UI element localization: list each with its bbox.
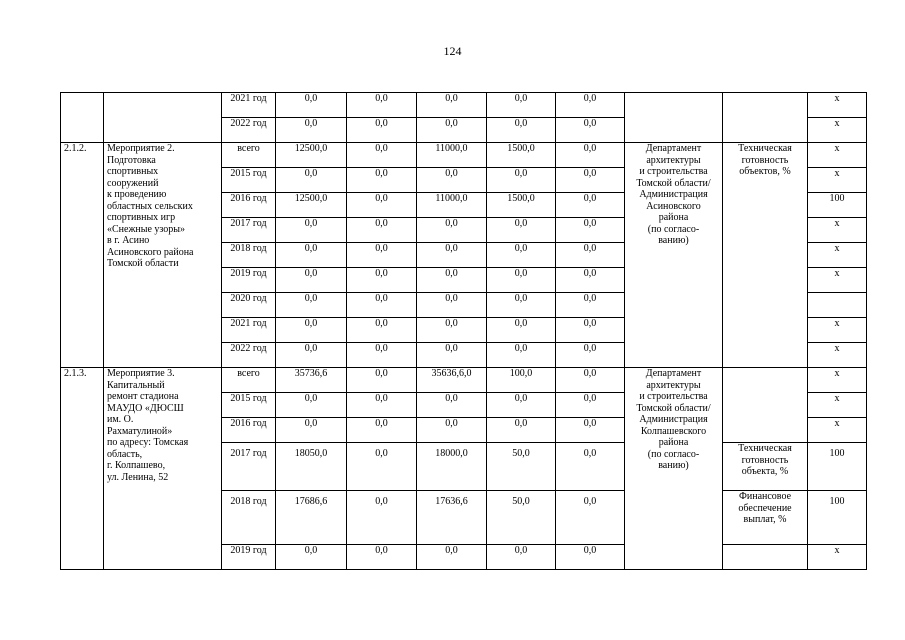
responsible-executor: Департамент архитектуры и строительства Томской области/ Администрация Асиновского района (по согласо- ванию): [625, 143, 723, 368]
value-cell: 0,0: [347, 418, 417, 443]
measure-name: Мероприятие 3. Капитальный ремонт стадиона МАУДО «ДЮСШ им. О. Рахматулиной» по адресу: Томская область, г. Колпашево, ул. Ленина, 52: [104, 368, 222, 570]
value-cell: 0,0: [417, 243, 487, 268]
value-cell: 1500,0: [487, 193, 556, 218]
value-cell: 0,0: [347, 293, 417, 318]
value-cell: 0,0: [276, 343, 347, 368]
indicator-name: Техническая готовность объектов, %: [723, 143, 808, 368]
value-cell: 0,0: [556, 93, 625, 118]
year-cell: 2018 год: [222, 243, 276, 268]
value-cell: 0,0: [487, 268, 556, 293]
value-cell: 0,0: [347, 243, 417, 268]
indicator-value-cell: x: [808, 118, 867, 143]
value-cell: 0,0: [487, 318, 556, 343]
year-cell: всего: [222, 368, 276, 393]
value-cell: 0,0: [347, 545, 417, 570]
value-cell: 35636,6,0: [417, 368, 487, 393]
value-cell: 0,0: [417, 268, 487, 293]
indicator-value-cell: x: [808, 218, 867, 243]
value-cell: 0,0: [487, 243, 556, 268]
value-cell: 0,0: [417, 93, 487, 118]
value-cell: 0,0: [556, 218, 625, 243]
indicator-cell: [723, 545, 808, 570]
value-cell: 0,0: [347, 268, 417, 293]
year-cell: 2017 год: [222, 443, 276, 491]
year-cell: 2016 год: [222, 193, 276, 218]
value-cell: 0,0: [556, 545, 625, 570]
value-cell: 11000,0: [417, 193, 487, 218]
year-cell: 2021 год: [222, 93, 276, 118]
responsible-cell: [625, 93, 723, 143]
value-cell: 0,0: [417, 118, 487, 143]
table-row: [61, 93, 867, 118]
value-cell: 0,0: [276, 318, 347, 343]
value-cell: 17686,6: [276, 491, 347, 545]
year-cell: 2020 год: [222, 293, 276, 318]
indicator-value-cell: 100: [808, 193, 867, 218]
indicator-value-cell: x: [808, 168, 867, 193]
value-cell: 0,0: [556, 343, 625, 368]
indicator-cell: [723, 368, 808, 443]
value-cell: 0,0: [347, 218, 417, 243]
year-cell: 2019 год: [222, 268, 276, 293]
value-cell: 0,0: [417, 218, 487, 243]
value-cell: 0,0: [556, 368, 625, 393]
value-cell: 0,0: [556, 443, 625, 491]
indicator-value-cell: x: [808, 343, 867, 368]
indicator-value-cell: 100: [808, 443, 867, 491]
value-cell: 0,0: [556, 418, 625, 443]
value-cell: 0,0: [347, 393, 417, 418]
value-cell: 0,0: [347, 93, 417, 118]
year-cell: 2022 год: [222, 118, 276, 143]
value-cell: 50,0: [487, 491, 556, 545]
value-cell: 0,0: [556, 318, 625, 343]
value-cell: 0,0: [417, 318, 487, 343]
value-cell: 0,0: [487, 293, 556, 318]
year-cell: 2019 год: [222, 545, 276, 570]
value-cell: 0,0: [347, 193, 417, 218]
value-cell: 0,0: [487, 343, 556, 368]
value-cell: 0,0: [417, 393, 487, 418]
table-row: [61, 143, 867, 168]
value-cell: 12500,0: [276, 143, 347, 168]
value-cell: 35736,6: [276, 368, 347, 393]
value-cell: 18050,0: [276, 443, 347, 491]
value-cell: 0,0: [276, 93, 347, 118]
indicator-value-cell: x: [808, 243, 867, 268]
value-cell: 100,0: [487, 368, 556, 393]
measure-number: 2.1.2.: [61, 143, 104, 368]
value-cell: 0,0: [487, 393, 556, 418]
indicator-name: Финансовое обеспечение выплат, %: [723, 491, 808, 545]
value-cell: 0,0: [347, 491, 417, 545]
year-cell: 2018 год: [222, 491, 276, 545]
value-cell: 0,0: [276, 218, 347, 243]
indicator-value-cell: x: [808, 318, 867, 343]
value-cell: 0,0: [347, 143, 417, 168]
value-cell: 1500,0: [487, 143, 556, 168]
indicator-value-cell: [808, 293, 867, 318]
value-cell: 0,0: [556, 393, 625, 418]
value-cell: 0,0: [487, 118, 556, 143]
indicator-value-cell: x: [808, 418, 867, 443]
value-cell: 0,0: [487, 418, 556, 443]
measure-number-cell: [61, 93, 104, 143]
indicator-value-cell: 100: [808, 491, 867, 545]
year-cell: 2015 год: [222, 168, 276, 193]
value-cell: 0,0: [556, 293, 625, 318]
measure-name-cell: [104, 93, 222, 143]
value-cell: 0,0: [276, 168, 347, 193]
indicator-value-cell: x: [808, 545, 867, 570]
value-cell: 11000,0: [417, 143, 487, 168]
value-cell: 0,0: [276, 545, 347, 570]
value-cell: 0,0: [347, 118, 417, 143]
value-cell: 18000,0: [417, 443, 487, 491]
indicator-cell: [723, 93, 808, 143]
value-cell: 0,0: [417, 293, 487, 318]
value-cell: 0,0: [347, 443, 417, 491]
year-cell: всего: [222, 143, 276, 168]
value-cell: 0,0: [556, 491, 625, 545]
year-cell: 2015 год: [222, 393, 276, 418]
program-table: [60, 92, 867, 570]
value-cell: 0,0: [276, 118, 347, 143]
value-cell: 0,0: [556, 143, 625, 168]
value-cell: 0,0: [556, 193, 625, 218]
value-cell: 0,0: [417, 168, 487, 193]
indicator-value-cell: x: [808, 393, 867, 418]
year-cell: 2022 год: [222, 343, 276, 368]
value-cell: 0,0: [347, 318, 417, 343]
measure-name: Мероприятие 2. Подготовка спортивных сооружений к проведению областных сельских спортивных игр «Снежные узоры» в г. Асино Асиновского района Томской области: [104, 143, 222, 368]
value-cell: 0,0: [417, 418, 487, 443]
value-cell: 0,0: [487, 93, 556, 118]
measure-number: 2.1.3.: [61, 368, 104, 570]
indicator-value-cell: x: [808, 368, 867, 393]
indicator-name: Техническая готовность объекта, %: [723, 443, 808, 491]
value-cell: 0,0: [276, 243, 347, 268]
value-cell: 17636,6: [417, 491, 487, 545]
value-cell: 50,0: [487, 443, 556, 491]
value-cell: 0,0: [487, 218, 556, 243]
page-number: 124: [443, 44, 462, 58]
value-cell: 0,0: [347, 368, 417, 393]
value-cell: 0,0: [556, 268, 625, 293]
year-cell: 2016 год: [222, 418, 276, 443]
value-cell: 0,0: [347, 168, 417, 193]
value-cell: 0,0: [487, 545, 556, 570]
value-cell: 0,0: [276, 393, 347, 418]
value-cell: 0,0: [276, 418, 347, 443]
indicator-value-cell: x: [808, 268, 867, 293]
value-cell: 0,0: [417, 343, 487, 368]
value-cell: 0,0: [347, 343, 417, 368]
year-cell: 2017 год: [222, 218, 276, 243]
value-cell: 0,0: [276, 293, 347, 318]
value-cell: 0,0: [556, 168, 625, 193]
indicator-value-cell: x: [808, 93, 867, 118]
value-cell: 0,0: [276, 268, 347, 293]
value-cell: 0,0: [556, 243, 625, 268]
value-cell: 12500,0: [276, 193, 347, 218]
responsible-executor: Департамент архитектуры и строительства Томской области/ Администрация Колпашевского района (по согласо- ванию): [625, 368, 723, 570]
value-cell: 0,0: [417, 545, 487, 570]
value-cell: 0,0: [556, 118, 625, 143]
indicator-value-cell: x: [808, 143, 867, 168]
table-row: [61, 368, 867, 393]
value-cell: 0,0: [487, 168, 556, 193]
year-cell: 2021 год: [222, 318, 276, 343]
